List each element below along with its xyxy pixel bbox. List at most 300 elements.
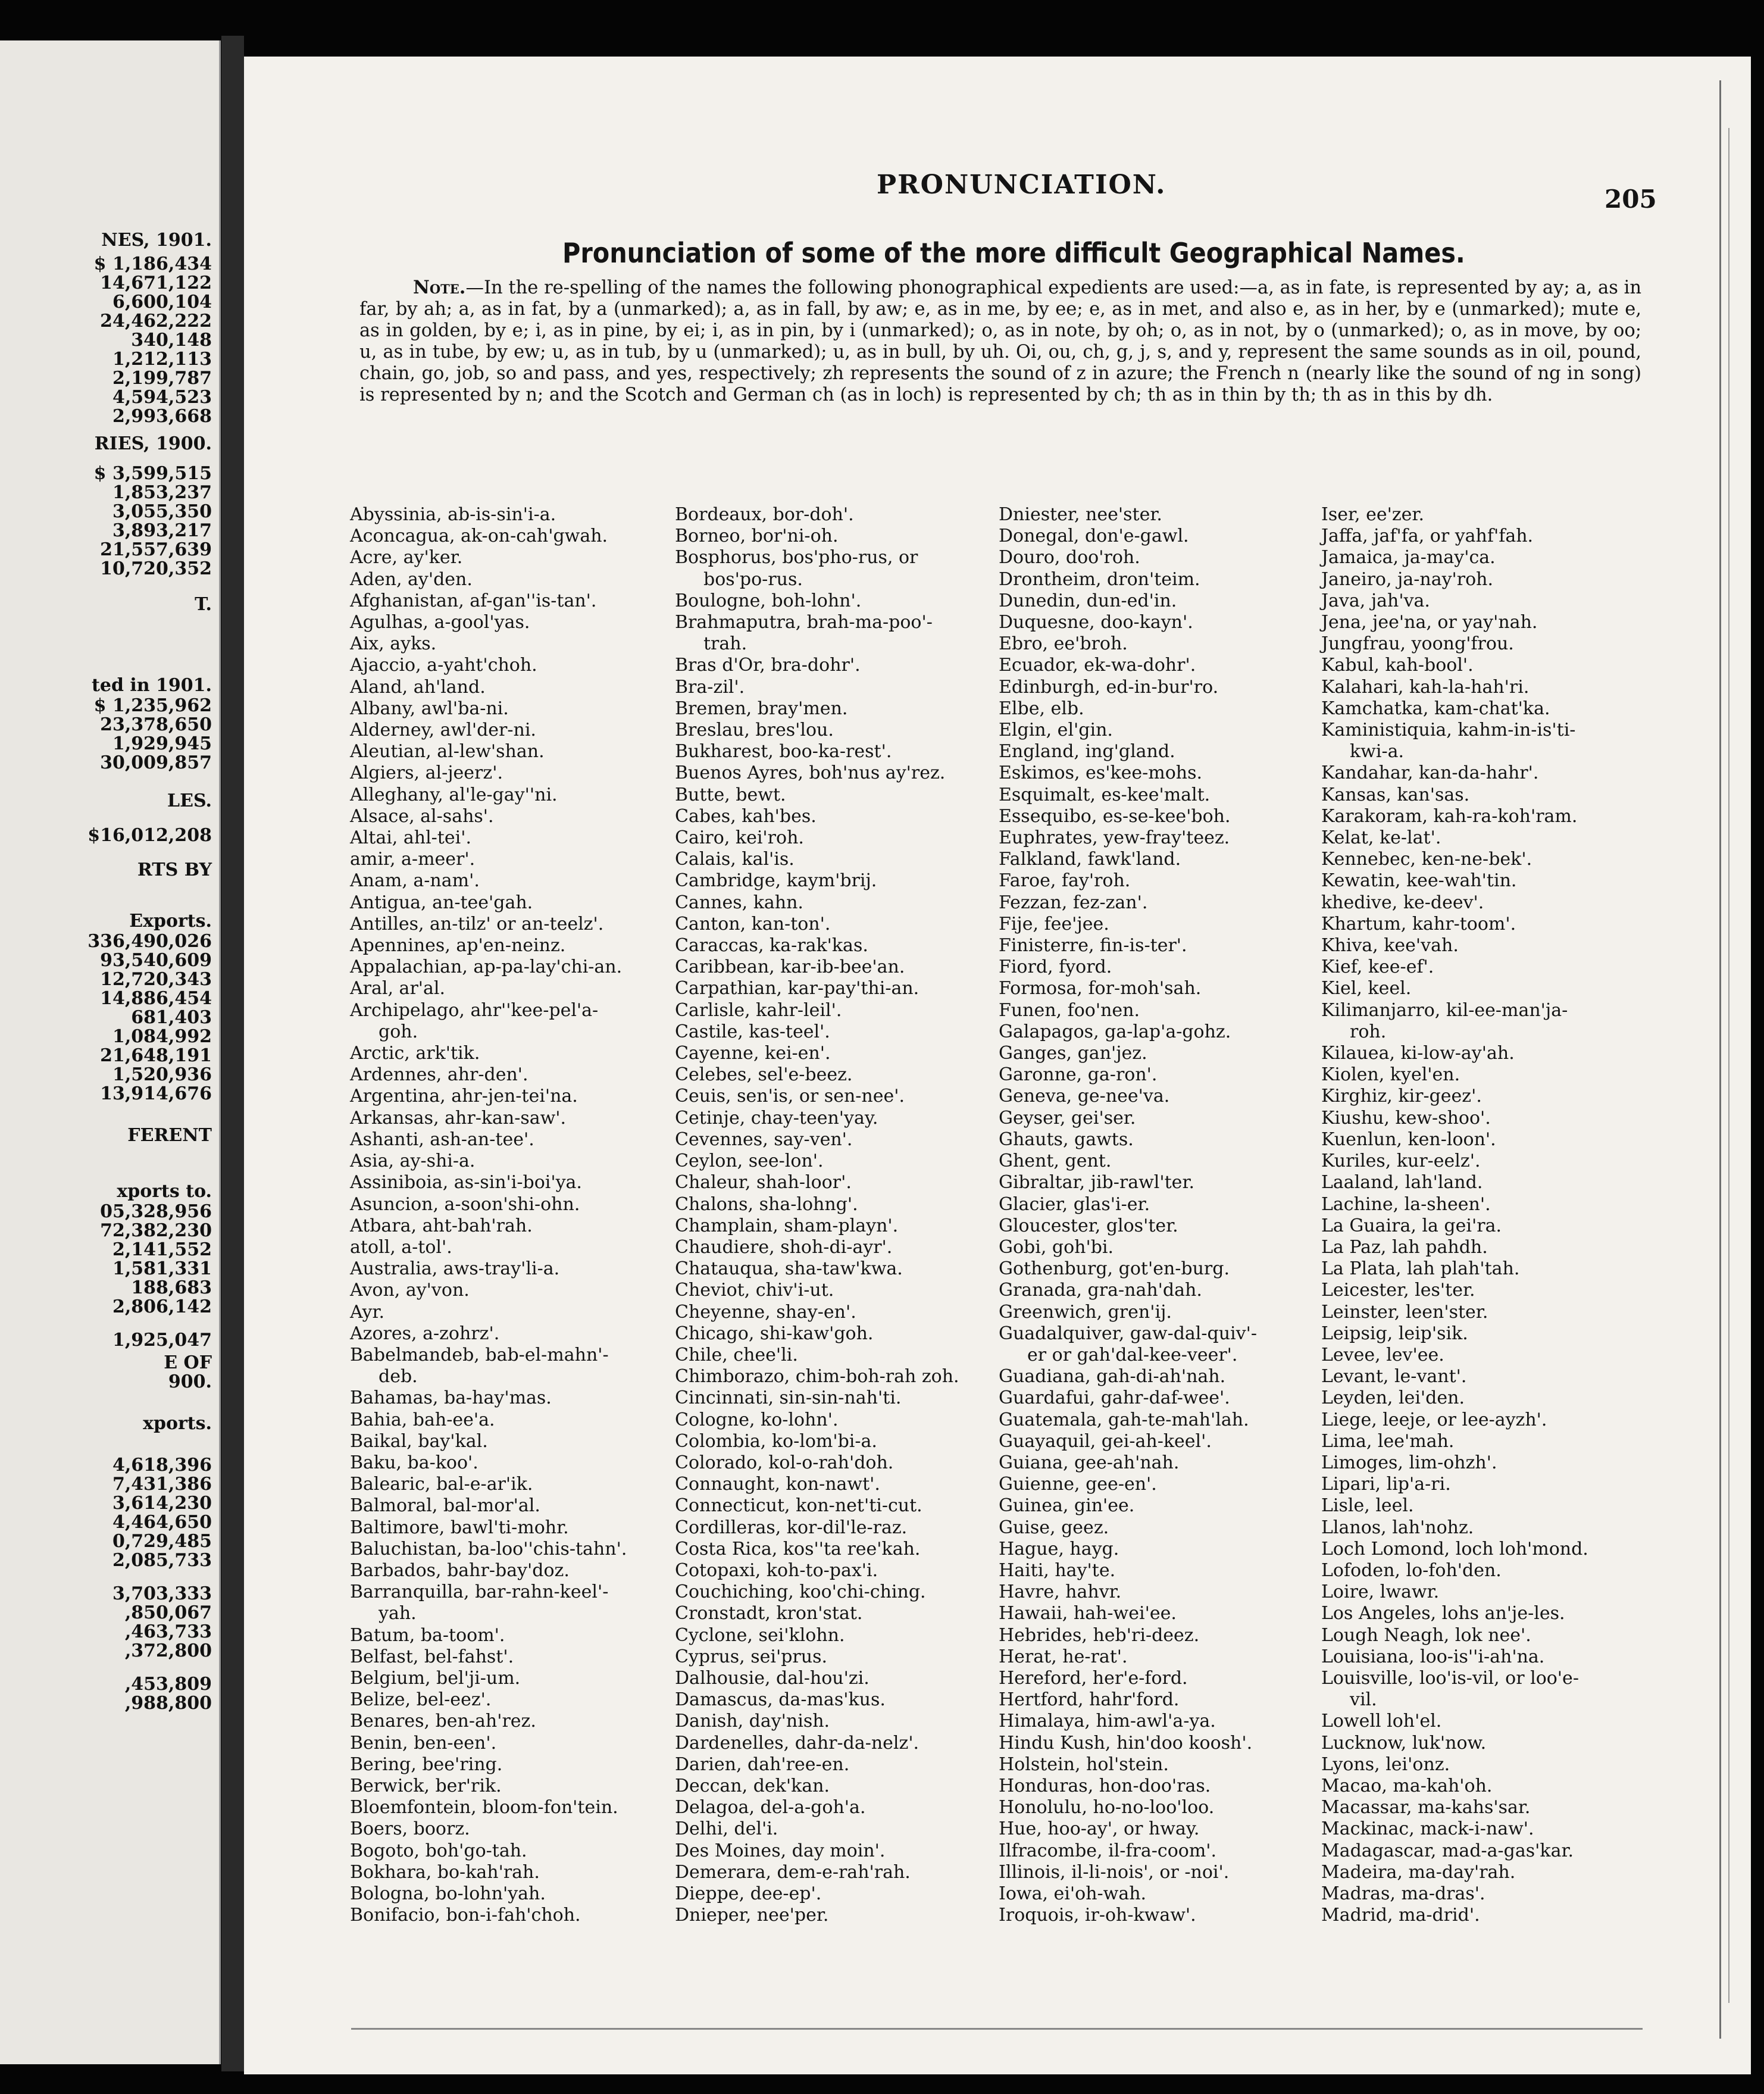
gazetteer-entry: Babelmandeb, bab-el-mahn'- (350, 1344, 609, 1365)
gazetteer-entry: Haiti, hay'te. (999, 1559, 1116, 1581)
left-page-text: 30,009,857 (100, 752, 212, 773)
gazetteer-entry: Duquesne, doo-kayn'. (999, 612, 1193, 633)
gazetteer-entry: Castile, kas-teel'. (675, 1021, 830, 1042)
gazetteer-entry: Cetinje, chay-teen'yay. (675, 1107, 878, 1129)
gazetteer-entry: Appalachian, ap-pa-lay'chi-an. (350, 957, 623, 978)
gazetteer-entry: Fezzan, fez-zan'. (999, 892, 1148, 913)
gazetteer-entry: Belfast, bel-fahst'. (350, 1646, 514, 1667)
gazetteer-entry: Geneva, ge-nee'va. (999, 1086, 1170, 1107)
left-page-text: 1,581,331 (112, 1258, 212, 1279)
gazetteer-entry: Aleutian, al-lew'shan. (350, 741, 545, 762)
gazetteer-entry: Guadiana, gah-di-ah'nah. (999, 1366, 1226, 1387)
gazetteer-entry: Elbe, elb. (999, 698, 1084, 719)
gazetteer-entry: Arkansas, ahr-kan-saw'. (350, 1107, 567, 1129)
gazetteer-entry: Belgium, bel'ji-um. (350, 1667, 521, 1689)
page-title: Pronunciation of some of the more difficult Geographical Names. (562, 237, 1465, 269)
gazetteer-entry: Gibraltar, jib-rawl'ter. (999, 1172, 1195, 1193)
gazetteer-entry: Ghent, gent. (999, 1151, 1112, 1172)
gazetteer-entry: Benin, ben-een'. (350, 1732, 497, 1754)
gazetteer-entry: Cyclone, sei'klohn. (675, 1624, 845, 1646)
gazetteer-entry: Altai, ahl-tei'. (350, 827, 471, 849)
gazetteer-entry: Aden, ay'den. (350, 568, 473, 590)
left-page-text: 3,703,333 (112, 1583, 212, 1604)
gazetteer-entry: Lyons, lei'onz. (1321, 1754, 1450, 1775)
left-page-text: 72,382,230 (100, 1220, 212, 1241)
gazetteer-entry: Lima, lee'mah. (1321, 1430, 1455, 1452)
gazetteer-entry: Iser, ee'zer. (1321, 504, 1425, 525)
gazetteer-entry: Hue, hoo-ay', or hway. (999, 1818, 1200, 1840)
gazetteer-entry: Gothenburg, got'en-burg. (999, 1258, 1230, 1280)
gazetteer-entry: Arctic, ark'tik. (350, 1043, 480, 1064)
gazetteer-entry: Costa Rica, kos''ta ree'kah. (675, 1538, 921, 1559)
gazetteer-entry: Cyprus, sei'prus. (675, 1646, 828, 1667)
gazetteer-entry: deb. (379, 1366, 418, 1387)
left-page-text: 1,925,047 (112, 1330, 212, 1351)
gazetteer-entry: Couchiching, koo'chi-ching. (675, 1582, 926, 1603)
gazetteer-entry: Bologna, bo-lohn'yah. (350, 1883, 546, 1904)
gazetteer-entry: Borneo, bor'ni-oh. (675, 526, 839, 547)
page-number: 205 (1605, 185, 1657, 214)
gazetteer-entry: Delagoa, del-a-goh'a. (675, 1797, 866, 1818)
gazetteer-entry: Cheviot, chiv'i-ut. (675, 1280, 834, 1301)
gazetteer-entry: Kaministiquia, kahm-in-is'ti- (1321, 720, 1576, 741)
left-page-text: 1,853,237 (112, 482, 212, 503)
gazetteer-entry: Liege, leeje, or lee-ayzh'. (1321, 1409, 1547, 1430)
gazetteer-entry: Jaffa, jaf'fa, or yahf'fah. (1321, 526, 1534, 547)
gazetteer-entry: Lipari, lip'a-ri. (1321, 1474, 1451, 1495)
gazetteer-entry: Glacier, glas'i-er. (999, 1193, 1150, 1215)
left-page-text: 4,594,523 (112, 387, 212, 408)
gazetteer-entry: Bra-zil'. (675, 676, 745, 698)
gazetteer-entry: Java, jah'va. (1321, 590, 1430, 611)
gazetteer-entry: Ghauts, gawts. (999, 1129, 1134, 1150)
gazetteer-entry: Carpathian, kar-pay'thi-an. (675, 978, 919, 999)
gazetteer-entry: Madagascar, mad-a-gas'kar. (1321, 1840, 1574, 1861)
gazetteer-entry: Mackinac, mack-i-naw'. (1321, 1818, 1534, 1840)
entry-column-1 (350, 504, 627, 1926)
gazetteer-entry: Finisterre, fin-is-ter'. (999, 935, 1187, 957)
gazetteer-entry: Cronstadt, kron'stat. (675, 1603, 863, 1624)
gazetteer-entry: goh. (379, 1021, 418, 1042)
book-gutter (221, 36, 244, 2071)
gazetteer-entry: Apennines, ap'en-neinz. (350, 935, 566, 957)
gazetteer-entry: Abyssinia, ab-is-sin'i-a. (350, 504, 556, 525)
left-page-text: $ 3,599,515 (93, 463, 212, 484)
gazetteer-entry: Dardenelles, dahr-da-nelz'. (675, 1732, 919, 1754)
gazetteer-entry: Celebes, sel'e-beez. (675, 1064, 853, 1086)
left-page-text: 1,520,936 (112, 1064, 212, 1085)
gazetteer-entry: La Guaira, la gei'ra. (1321, 1215, 1502, 1236)
gazetteer-entry: bos'po-rus. (703, 568, 803, 590)
gazetteer-entry: Cannes, kahn. (675, 892, 803, 913)
gazetteer-entry: Donegal, don'e-gawl. (999, 526, 1189, 547)
gazetteer-entry: Cotopaxi, koh-to-pax'i. (675, 1559, 878, 1581)
gazetteer-entry: Aconcagua, ak-on-cah'gwah. (350, 526, 608, 547)
gazetteer-entry: Bahia, bah-ee'a. (350, 1409, 495, 1430)
gazetteer-entry: Levee, lev'ee. (1321, 1344, 1444, 1365)
left-page-text: 900. (168, 1371, 212, 1392)
gazetteer-entry: Connecticut, kon-net'ti-cut. (675, 1495, 922, 1517)
gazetteer-entry: Galapagos, ga-lap'a-gohz. (999, 1021, 1231, 1042)
gazetteer-entry: Edinburgh, ed-in-bur'ro. (999, 676, 1219, 698)
gazetteer-entry: Dnieper, nee'per. (675, 1905, 829, 1926)
gazetteer-entry: Dieppe, dee-ep'. (675, 1883, 822, 1904)
left-page-text: 188,683 (131, 1277, 212, 1298)
note-lead: Note. (413, 277, 466, 298)
gazetteer-entry: Ecuador, ek-wa-dohr'. (999, 655, 1196, 676)
gazetteer-entry: Caraccas, ka-rak'kas. (675, 935, 868, 957)
gazetteer-entry: Leicester, les'ter. (1321, 1280, 1475, 1301)
gazetteer-entry: Chatauqua, sha-taw'kwa. (675, 1258, 903, 1280)
gazetteer-entry: Barbados, bahr-bay'doz. (350, 1559, 570, 1581)
gazetteer-entry: Formosa, for-moh'sah. (999, 978, 1202, 999)
gazetteer-entry: Agulhas, a-gool'yas. (350, 612, 530, 633)
gazetteer-entry: Guardafui, gahr-daf-wee'. (999, 1387, 1230, 1409)
gazetteer-entry: Archipelago, ahr''kee-pel'a- (350, 999, 599, 1021)
gazetteer-entry: Alleghany, al'le-gay''ni. (350, 784, 558, 805)
left-page-text: 12,720,343 (100, 969, 212, 990)
gazetteer-entry: Aland, ah'land. (350, 676, 486, 698)
gazetteer-entry: Macassar, ma-kahs'sar. (1321, 1797, 1531, 1818)
gazetteer-entry: Butte, bewt. (675, 784, 786, 805)
gazetteer-entry: Leinster, leen'ster. (1321, 1301, 1488, 1323)
left-page-fragment (0, 40, 221, 2064)
gazetteer-entry: Atbara, aht-bah'rah. (350, 1215, 533, 1236)
gazetteer-entry: Demerara, dem-e-rah'rah. (675, 1861, 911, 1883)
gazetteer-entry: Avon, ay'von. (350, 1280, 470, 1301)
gazetteer-entry: Kennebec, ken-ne-bek'. (1321, 849, 1532, 870)
gazetteer-entry: Honduras, hon-doo'ras. (999, 1775, 1211, 1796)
gazetteer-entry: Acre, ay'ker. (350, 547, 463, 568)
gazetteer-entry: Madeira, ma-day'rah. (1321, 1861, 1516, 1883)
gazetteer-entry: Bordeaux, bor-doh'. (675, 504, 854, 525)
gazetteer-entry: Bras d'Or, bra-dohr'. (675, 655, 861, 676)
gazetteer-entry: Guienne, gee-en'. (999, 1474, 1157, 1495)
gazetteer-entry: Louisiana, loo-is''i-ah'na. (1321, 1646, 1545, 1667)
left-page-text: 14,886,454 (100, 988, 212, 1009)
gazetteer-entry: Havre, hahvr. (999, 1582, 1122, 1603)
gazetteer-entry: Cevennes, say-ven'. (675, 1129, 853, 1150)
left-page-text: 0,729,485 (112, 1531, 212, 1552)
gazetteer-entry: Leipsig, leip'sik. (1321, 1323, 1468, 1344)
gazetteer-entry: Kiolen, kyel'en. (1321, 1064, 1460, 1086)
gazetteer-entry: Kamchatka, kam-chat'ka. (1321, 698, 1550, 719)
gazetteer-entry: Guatemala, gah-te-mah'lah. (999, 1409, 1249, 1430)
entry-column-2 (675, 504, 959, 1926)
gazetteer-entry: Dniester, nee'ster. (999, 504, 1162, 525)
gazetteer-entry: Falkland, fawk'land. (999, 849, 1181, 870)
gazetteer-entry: Louisville, loo'is-vil, or loo'e- (1321, 1667, 1579, 1689)
gazetteer-entry: Jamaica, ja-may'ca. (1321, 547, 1496, 568)
gazetteer-entry: Kilimanjarro, kil-ee-man'ja- (1321, 999, 1568, 1021)
gazetteer-entry: Bonifacio, bon-i-fah'choh. (350, 1905, 581, 1926)
gazetteer-entry: Granada, gra-nah'dah. (999, 1280, 1202, 1301)
gazetteer-entry: Baluchistan, ba-loo''chis-tahn'. (350, 1538, 627, 1559)
gazetteer-entry: Argentina, ahr-jen-tei'na. (350, 1086, 578, 1107)
gazetteer-entry: Kabul, kah-bool'. (1321, 655, 1474, 676)
gazetteer-entry: Assiniboia, as-sin'i-boi'ya. (350, 1172, 582, 1193)
gazetteer-entry: Essequibo, es-se-kee'boh. (999, 805, 1231, 827)
left-page-text: ,372,800 (124, 1640, 212, 1661)
running-head: PRONUNCIATION. (877, 170, 1166, 200)
gazetteer-entry: Australia, aws-tray'li-a. (350, 1258, 560, 1280)
gazetteer-entry: Kansas, kan'sas. (1321, 784, 1470, 805)
left-page-text: 14,671,122 (100, 273, 212, 293)
left-page-text: ted in 1901. (92, 675, 212, 696)
left-page-text: 1,084,992 (112, 1026, 212, 1047)
gazetteer-entry: Colorado, kol-o-rah'doh. (675, 1452, 894, 1473)
gazetteer-entry: Aral, ar'al. (350, 978, 446, 999)
gazetteer-entry: Kalahari, kah-la-hah'ri. (1321, 676, 1530, 698)
gazetteer-entry: Ashanti, ash-an-tee'. (350, 1129, 534, 1150)
left-page-text: ,463,733 (124, 1621, 212, 1642)
gazetteer-entry: Ilfracombe, il-fra-coom'. (999, 1840, 1217, 1861)
gazetteer-entry: Delhi, del'i. (675, 1818, 778, 1840)
gazetteer-entry: Herat, he-rat'. (999, 1646, 1128, 1667)
left-page-text: 13,914,676 (100, 1083, 212, 1104)
gazetteer-entry: Lachine, la-sheen'. (1321, 1193, 1491, 1215)
gazetteer-entry: trah. (703, 633, 747, 655)
left-page-text: 4,464,650 (112, 1512, 212, 1533)
gazetteer-entry: Bloemfontein, bloom-fon'tein. (350, 1797, 618, 1818)
gazetteer-entry: Berwick, ber'rik. (350, 1775, 502, 1796)
gazetteer-entry: Loch Lomond, loch loh'mond. (1321, 1538, 1588, 1559)
gazetteer-entry: Faroe, fay'roh. (999, 870, 1131, 892)
gazetteer-entry: Caribbean, kar-ib-bee'an. (675, 957, 905, 978)
left-page-text: 2,141,552 (112, 1239, 212, 1260)
gazetteer-entry: Honolulu, ho-no-loo'loo. (999, 1797, 1215, 1818)
gazetteer-entry: Funen, foo'nen. (999, 999, 1140, 1021)
gazetteer-entry: Champlain, sham-playn'. (675, 1215, 899, 1236)
gazetteer-entry: Hebrides, heb'ri-deez. (999, 1624, 1200, 1646)
gazetteer-entry: Hindu Kush, hin'doo koosh'. (999, 1732, 1253, 1754)
left-page-text: 21,648,191 (100, 1045, 212, 1066)
entry-column-3 (999, 504, 1257, 1926)
left-page-text: 1,929,945 (112, 733, 212, 754)
left-page-text: 7,431,386 (112, 1474, 212, 1495)
gazetteer-entry: Bosphorus, bos'pho-rus, or (675, 547, 918, 568)
gazetteer-entry: Chicago, shi-kaw'goh. (675, 1323, 874, 1344)
left-page-text: FERENT (127, 1125, 212, 1146)
gazetteer-entry: Fiord, fyord. (999, 957, 1112, 978)
gazetteer-entry: Cordilleras, kor-dil'le-raz. (675, 1517, 908, 1538)
gazetteer-entry: Cabes, kah'bes. (675, 805, 817, 827)
gazetteer-entry: Ceuis, sen'is, or sen-nee'. (675, 1086, 905, 1107)
gazetteer-entry: Kuenlun, ken-loon'. (1321, 1129, 1496, 1150)
gazetteer-entry: kwi-a. (1350, 741, 1405, 762)
left-page-text: xports to. (117, 1181, 212, 1202)
gazetteer-entry: Kiushu, kew-shoo'. (1321, 1107, 1491, 1129)
gazetteer-entry: Antigua, an-tee'gah. (350, 892, 533, 913)
gazetteer-entry: Asia, ay-shi-a. (350, 1151, 476, 1172)
gazetteer-entry: Kandahar, kan-da-hahr'. (1321, 762, 1539, 784)
gazetteer-entry: Hertford, hahr'ford. (999, 1689, 1180, 1711)
left-page-text: 340,148 (131, 330, 212, 351)
left-page-text: 10,720,352 (100, 558, 212, 579)
gazetteer-entry: Dalhousie, dal-hou'zi. (675, 1667, 870, 1689)
gazetteer-entry: Khiva, kee'vah. (1321, 935, 1459, 957)
gazetteer-entry: er or gah'dal-kee-veer'. (1027, 1344, 1238, 1365)
gazetteer-entry: Brahmaputra, brah-ma-poo'- (675, 612, 933, 633)
gazetteer-entry: Guise, geez. (999, 1517, 1109, 1538)
gazetteer-entry: Loire, lwawr. (1321, 1582, 1440, 1603)
page-rule (351, 2028, 1643, 2030)
left-page-text: 6,600,104 (112, 292, 212, 312)
gazetteer-entry: vil. (1350, 1689, 1377, 1711)
left-page-text: 3,893,217 (112, 520, 212, 541)
gazetteer-entry: Dunedin, dun-ed'in. (999, 590, 1177, 611)
left-page-text: 2,806,142 (112, 1296, 212, 1317)
gazetteer-entry: roh. (1350, 1021, 1387, 1042)
gazetteer-entry: Anam, a-nam'. (350, 870, 480, 892)
gazetteer-entry: Boulogne, boh-lohn'. (675, 590, 862, 611)
gazetteer-entry: Kirghiz, kir-geez'. (1321, 1086, 1482, 1107)
gazetteer-entry: Gobi, goh'bi. (999, 1236, 1114, 1258)
left-page-text: NES, 1901. (101, 230, 212, 251)
gazetteer-entry: Carlisle, kahr-leil'. (675, 999, 842, 1021)
left-page-text: $16,012,208 (87, 825, 212, 846)
gazetteer-entry: Des Moines, day moin'. (675, 1840, 886, 1861)
gazetteer-entry: Karakoram, kah-ra-koh'ram. (1321, 805, 1578, 827)
gazetteer-entry: Hawaii, hah-wei'ee. (999, 1603, 1177, 1624)
gazetteer-entry: Leyden, lei'den. (1321, 1387, 1465, 1409)
left-page-text: 93,540,609 (100, 950, 212, 971)
gazetteer-entry: Macao, ma-kah'oh. (1321, 1775, 1493, 1796)
gazetteer-entry: Algiers, al-jeerz'. (350, 762, 503, 784)
gazetteer-entry: amir, a-meer'. (350, 849, 476, 870)
gazetteer-entry: Douro, doo'roh. (999, 547, 1140, 568)
gazetteer-entry: Elgin, el'gin. (999, 720, 1113, 741)
gazetteer-entry: Asuncion, a-soon'shi-ohn. (350, 1193, 580, 1215)
gazetteer-entry: Guayaquil, gei-ah-keel'. (999, 1430, 1212, 1452)
page-edge-line (1728, 128, 1729, 2003)
left-page-text: 23,378,650 (100, 714, 212, 735)
gazetteer-entry: Bokhara, bo-kah'rah. (350, 1861, 540, 1883)
gazetteer-entry: Hereford, her'e-ford. (999, 1667, 1188, 1689)
gazetteer-entry: Esquimalt, es-kee'malt. (999, 784, 1211, 805)
gazetteer-entry: Chalons, sha-lohng'. (675, 1193, 858, 1215)
gazetteer-entry: Euphrates, yew-fray'teez. (999, 827, 1230, 849)
gazetteer-entry: Alderney, awl'der-ni. (350, 720, 536, 741)
gazetteer-entry: Bogoto, boh'go-tah. (350, 1840, 527, 1861)
gazetteer-entry: Drontheim, dron'teim. (999, 568, 1200, 590)
gazetteer-entry: Madras, ma-dras'. (1321, 1883, 1485, 1904)
left-page-text: ,453,809 (124, 1674, 212, 1695)
gazetteer-entry: Bahamas, ba-hay'mas. (350, 1387, 552, 1409)
gazetteer-entry: Bremen, bray'men. (675, 698, 848, 719)
gazetteer-entry: Ceylon, see-lon'. (675, 1151, 824, 1172)
gazetteer-entry: Antilles, an-tilz' or an-teelz'. (350, 913, 604, 935)
gazetteer-entry: Breslau, bres'lou. (675, 720, 834, 741)
gazetteer-entry: atoll, a-tol'. (350, 1236, 452, 1258)
left-page-text: 2,085,733 (112, 1550, 212, 1571)
gazetteer-entry: Baikal, bay'kal. (350, 1430, 488, 1452)
gazetteer-entry: Ajaccio, a-yaht'choh. (350, 655, 537, 676)
gazetteer-entry: Cheyenne, shay-en'. (675, 1301, 856, 1323)
gazetteer-entry: Chimborazo, chim-boh-rah zoh. (675, 1366, 959, 1387)
gazetteer-entry: Los Angeles, lohs an'je-les. (1321, 1603, 1565, 1624)
gazetteer-entry: La Paz, lah pahdh. (1321, 1236, 1488, 1258)
gazetteer-entry: Belize, bel-eez'. (350, 1689, 492, 1711)
gazetteer-entry: Kewatin, kee-wah'tin. (1321, 870, 1517, 892)
gazetteer-entry: Benares, ben-ah'rez. (350, 1711, 536, 1732)
gazetteer-entry: Iroquois, ir-oh-kwaw'. (999, 1905, 1196, 1926)
left-page-text: 05,328,956 (100, 1201, 212, 1222)
gazetteer-entry: Cambridge, kaym'brij. (675, 870, 877, 892)
gazetteer-entry: Ardennes, ahr-den'. (350, 1064, 528, 1086)
gazetteer-entry: Ebro, ee'broh. (999, 633, 1128, 655)
left-page-text: $ 1,235,962 (93, 695, 212, 716)
gazetteer-entry: Garonne, ga-ron'. (999, 1064, 1158, 1086)
left-page-text: 4,618,396 (112, 1455, 212, 1476)
gazetteer-entry: Gloucester, glos'ter. (999, 1215, 1178, 1236)
gazetteer-entry: Kief, kee-ef'. (1321, 957, 1434, 978)
gazetteer-entry: Balearic, bal-e-ar'ik. (350, 1474, 533, 1495)
gazetteer-entry: Bukharest, boo-ka-rest'. (675, 741, 892, 762)
gazetteer-entry: Balmoral, bal-mor'al. (350, 1495, 540, 1517)
gazetteer-entry: Ganges, gan'jez. (999, 1043, 1147, 1064)
left-page-text: ,850,067 (124, 1602, 212, 1623)
gazetteer-entry: Darien, dah'ree-en. (675, 1754, 850, 1775)
left-page-text: 1,212,113 (112, 349, 212, 370)
gazetteer-entry: Kuriles, kur-eelz'. (1321, 1151, 1481, 1172)
gazetteer-entry: Alsace, al-sahs'. (350, 805, 494, 827)
gazetteer-entry: Himalaya, him-awl'a-ya. (999, 1711, 1216, 1732)
gazetteer-entry: Lofoden, lo-foh'den. (1321, 1559, 1502, 1581)
entry-column-4 (1321, 504, 1588, 1926)
gazetteer-entry: Albany, awl'ba-ni. (350, 698, 509, 719)
gazetteer-entry: Madrid, ma-drid'. (1321, 1905, 1480, 1926)
left-page-text: 21,557,639 (100, 539, 212, 560)
gazetteer-entry: Damascus, da-mas'kus. (675, 1689, 886, 1711)
gazetteer-entry: Fije, fee'jee. (999, 913, 1109, 935)
gazetteer-entry: Deccan, dek'kan. (675, 1775, 830, 1796)
gazetteer-entry: Khartum, kahr-toom'. (1321, 913, 1516, 935)
gazetteer-entry: Ayr. (350, 1301, 384, 1323)
gazetteer-entry: Canton, kan-ton'. (675, 913, 831, 935)
gazetteer-entry: Jena, jee'na, or yay'nah. (1321, 612, 1538, 633)
gazetteer-entry: Eskimos, es'kee-mohs. (999, 762, 1203, 784)
left-page-text: 3,055,350 (112, 501, 212, 522)
gazetteer-entry: khedive, ke-deev'. (1321, 892, 1484, 913)
gazetteer-entry: Lisle, leel. (1321, 1495, 1414, 1517)
gazetteer-entry: Cayenne, kei-en'. (675, 1043, 831, 1064)
left-page-text: 681,403 (131, 1007, 212, 1028)
left-page-text: 336,490,026 (87, 931, 212, 952)
page-edge (1719, 80, 1745, 2039)
left-page-text: 2,993,668 (112, 406, 212, 427)
left-page-text: 3,614,230 (112, 1493, 212, 1514)
gazetteer-entry: Limoges, lim-ohzh'. (1321, 1452, 1497, 1473)
left-page-text: E OF (164, 1352, 212, 1373)
gazetteer-entry: Illinois, il-li-nois', or -noi'. (999, 1861, 1230, 1883)
gazetteer-entry: Afghanistan, af-gan''is-tan'. (350, 590, 597, 611)
left-page-text: T. (195, 594, 212, 615)
gazetteer-entry: Connaught, kon-nawt'. (675, 1474, 880, 1495)
gazetteer-entry: Cincinnati, sin-sin-nah'ti. (675, 1387, 902, 1409)
left-page-text: RIES, 1900. (94, 433, 212, 454)
gazetteer-entry: Batum, ba-toom'. (350, 1624, 505, 1646)
gazetteer-entry: Kelat, ke-lat'. (1321, 827, 1441, 849)
gazetteer-entry: Kiel, keel. (1321, 978, 1412, 999)
left-page-text: LES. (167, 790, 212, 811)
gazetteer-entry: Calais, kal'is. (675, 849, 795, 870)
gazetteer-entry: Colombia, ko-lom'bi-a. (675, 1430, 877, 1452)
gazetteer-entry: Kilauea, ki-low-ay'ah. (1321, 1043, 1515, 1064)
gazetteer-entry: Geyser, gei'ser. (999, 1107, 1136, 1129)
gazetteer-entry: Guinea, gin'ee. (999, 1495, 1135, 1517)
gazetteer-entry: Levant, le-vant'. (1321, 1366, 1467, 1387)
